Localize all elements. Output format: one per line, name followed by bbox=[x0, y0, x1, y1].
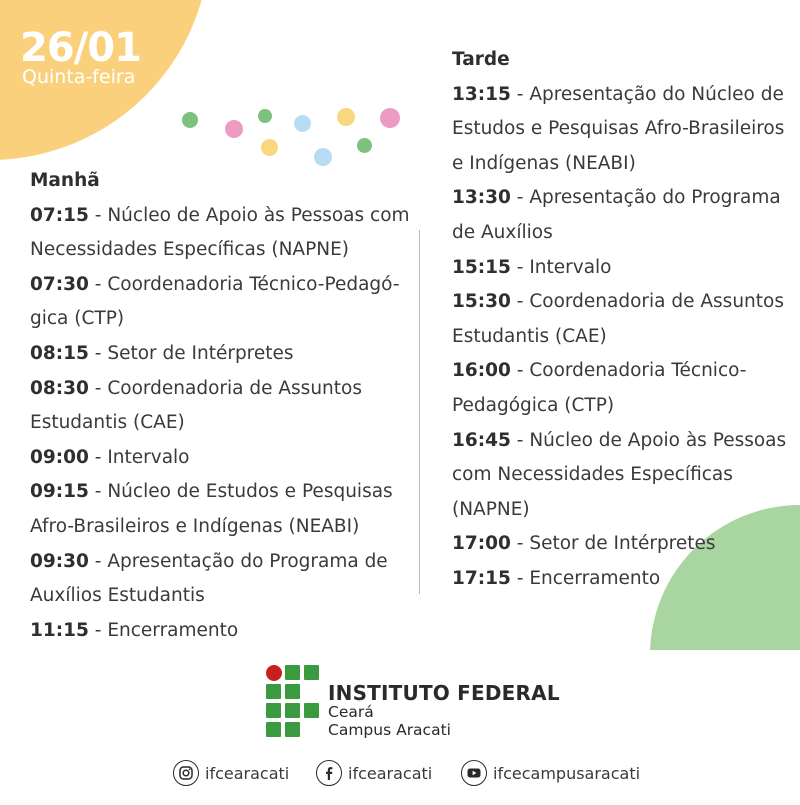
schedule-item bbox=[452, 527, 797, 562]
schedule-time: 11:15 bbox=[30, 619, 89, 641]
institution-state: Ceará bbox=[328, 703, 374, 721]
schedule-separator: - bbox=[88, 377, 108, 399]
morning-heading: Manhã bbox=[30, 170, 100, 191]
schedule-separator: - bbox=[510, 567, 530, 589]
schedule-time: 08:15 bbox=[30, 342, 89, 364]
schedule-time: 16:00 bbox=[452, 360, 511, 382]
schedule-text: Apresentação do Núcleo de Estudos e Pesquisas Afro-Brasileiros e Indígenas (NEABI) bbox=[452, 83, 785, 174]
schedule-time: 07:15 bbox=[30, 204, 89, 226]
event-date: 26/01 bbox=[20, 25, 141, 71]
schedule-separator: - bbox=[88, 550, 108, 572]
confetti-dot bbox=[182, 112, 198, 128]
logo-square bbox=[304, 703, 319, 718]
confetti-dot bbox=[380, 108, 400, 128]
schedule-text: Núcleo de Estudos e Pesquisas Afro-Brasileiros e Indígenas (NEABI) bbox=[30, 481, 393, 537]
youtube-icon bbox=[461, 760, 487, 786]
confetti-dot bbox=[258, 109, 272, 123]
schedule-item bbox=[452, 251, 797, 286]
schedule-time: 07:30 bbox=[30, 273, 89, 295]
schedule-time: 17:00 bbox=[452, 533, 511, 555]
schedule-separator: - bbox=[88, 481, 108, 503]
schedule-item bbox=[452, 354, 797, 423]
schedule-text: Encerramento bbox=[529, 567, 661, 589]
schedule-separator: - bbox=[510, 187, 530, 209]
logo-square bbox=[285, 722, 300, 737]
schedule-time: 16:45 bbox=[452, 429, 511, 451]
social-facebook[interactable] bbox=[316, 758, 432, 788]
schedule-item bbox=[30, 199, 415, 268]
schedule-separator: - bbox=[510, 256, 530, 278]
schedule-time: 15:15 bbox=[452, 256, 511, 278]
logo-square bbox=[285, 665, 300, 680]
institution-name: INSTITUTO FEDERAL bbox=[328, 681, 560, 705]
schedule-item bbox=[30, 614, 415, 649]
schedule-separator: - bbox=[510, 533, 530, 555]
schedule-item bbox=[452, 181, 797, 250]
logo-square bbox=[285, 703, 300, 718]
schedule-separator: - bbox=[88, 204, 108, 226]
schedule-separator: - bbox=[510, 291, 530, 313]
schedule-item bbox=[30, 441, 415, 476]
logo-square bbox=[266, 703, 281, 718]
confetti-dot bbox=[294, 115, 311, 132]
schedule-time: 09:00 bbox=[30, 446, 89, 468]
schedule-time: 09:30 bbox=[30, 550, 89, 572]
social-handle: ifcearacati bbox=[205, 763, 290, 783]
institution-campus: Campus Aracati bbox=[328, 721, 451, 739]
confetti-dot bbox=[261, 139, 278, 156]
column-divider bbox=[419, 230, 420, 594]
schedule-item bbox=[30, 545, 415, 614]
institution-logo-icon bbox=[266, 665, 320, 737]
schedule-time: 13:15 bbox=[452, 83, 511, 105]
social-handle: ifcecampusaracati bbox=[493, 763, 641, 783]
schedule-time: 09:15 bbox=[30, 481, 89, 503]
schedule-time: 15:30 bbox=[452, 291, 511, 313]
logo-square bbox=[304, 665, 319, 680]
schedule-separator: - bbox=[88, 619, 108, 641]
schedule-item bbox=[30, 372, 415, 441]
schedule-text: Apresentação do Programa de Auxílios Estudantis bbox=[30, 550, 388, 607]
schedule-item bbox=[30, 475, 415, 544]
morning-schedule bbox=[30, 164, 415, 648]
social-youtube[interactable] bbox=[461, 758, 640, 788]
schedule-item bbox=[452, 424, 797, 528]
schedule-text: Setor de Intérpretes bbox=[529, 533, 716, 555]
afternoon-heading: Tarde bbox=[452, 49, 510, 70]
facebook-icon bbox=[316, 760, 342, 786]
schedule-time: 17:15 bbox=[452, 567, 511, 589]
schedule-separator: - bbox=[88, 342, 108, 364]
schedule-text: Apresentação do Programa de Auxílios bbox=[452, 187, 781, 243]
schedule-item bbox=[30, 268, 415, 337]
schedule-separator: - bbox=[510, 429, 530, 451]
schedule-text: Núcleo de Apoio às Pessoas com Necessidades Específicas (NAPNE) bbox=[30, 204, 410, 261]
schedule-item bbox=[452, 285, 797, 354]
afternoon-schedule bbox=[452, 43, 797, 597]
schedule-text: Coordenadoria de Assuntos Estudantis (CAE) bbox=[30, 377, 362, 434]
schedule-separator: - bbox=[510, 360, 530, 382]
schedule-separator: - bbox=[88, 446, 108, 468]
schedule-text: Intervalo bbox=[529, 256, 612, 278]
schedule-text: Coordenadoria Técnico-Pedagógica (CTP) bbox=[452, 360, 747, 416]
schedule-item bbox=[30, 337, 415, 372]
schedule-text: Intervalo bbox=[107, 446, 190, 468]
schedule-text: Setor de Intérpretes bbox=[107, 342, 294, 364]
schedule-time: 08:30 bbox=[30, 377, 89, 399]
schedule-text: Núcleo de Apoio às Pessoas com Necessidades Específicas (NAPNE) bbox=[452, 429, 787, 520]
logo-red-circle bbox=[266, 665, 282, 681]
confetti-dot bbox=[225, 120, 243, 138]
logo-square bbox=[285, 684, 300, 699]
schedule-item bbox=[452, 78, 797, 182]
social-instagram[interactable] bbox=[173, 758, 289, 788]
schedule-separator: - bbox=[88, 273, 108, 295]
social-handle: ifcearacati bbox=[348, 763, 433, 783]
instagram-icon bbox=[173, 760, 199, 786]
schedule-text: Coordenadoria de Assuntos Estudantis (CAE) bbox=[452, 291, 784, 347]
schedule-text: Encerramento bbox=[107, 619, 239, 641]
confetti-dot bbox=[357, 138, 372, 153]
schedule-text: Coordenadoria Técnico-Pedagó-gica (CTP) bbox=[30, 273, 400, 330]
logo-square bbox=[266, 722, 281, 737]
logo-square bbox=[266, 684, 281, 699]
confetti-dot bbox=[337, 108, 355, 126]
schedule-item bbox=[452, 562, 797, 597]
schedule-time: 13:30 bbox=[452, 187, 511, 209]
event-weekday: Quinta-feira bbox=[22, 66, 136, 88]
schedule-separator: - bbox=[510, 83, 530, 105]
